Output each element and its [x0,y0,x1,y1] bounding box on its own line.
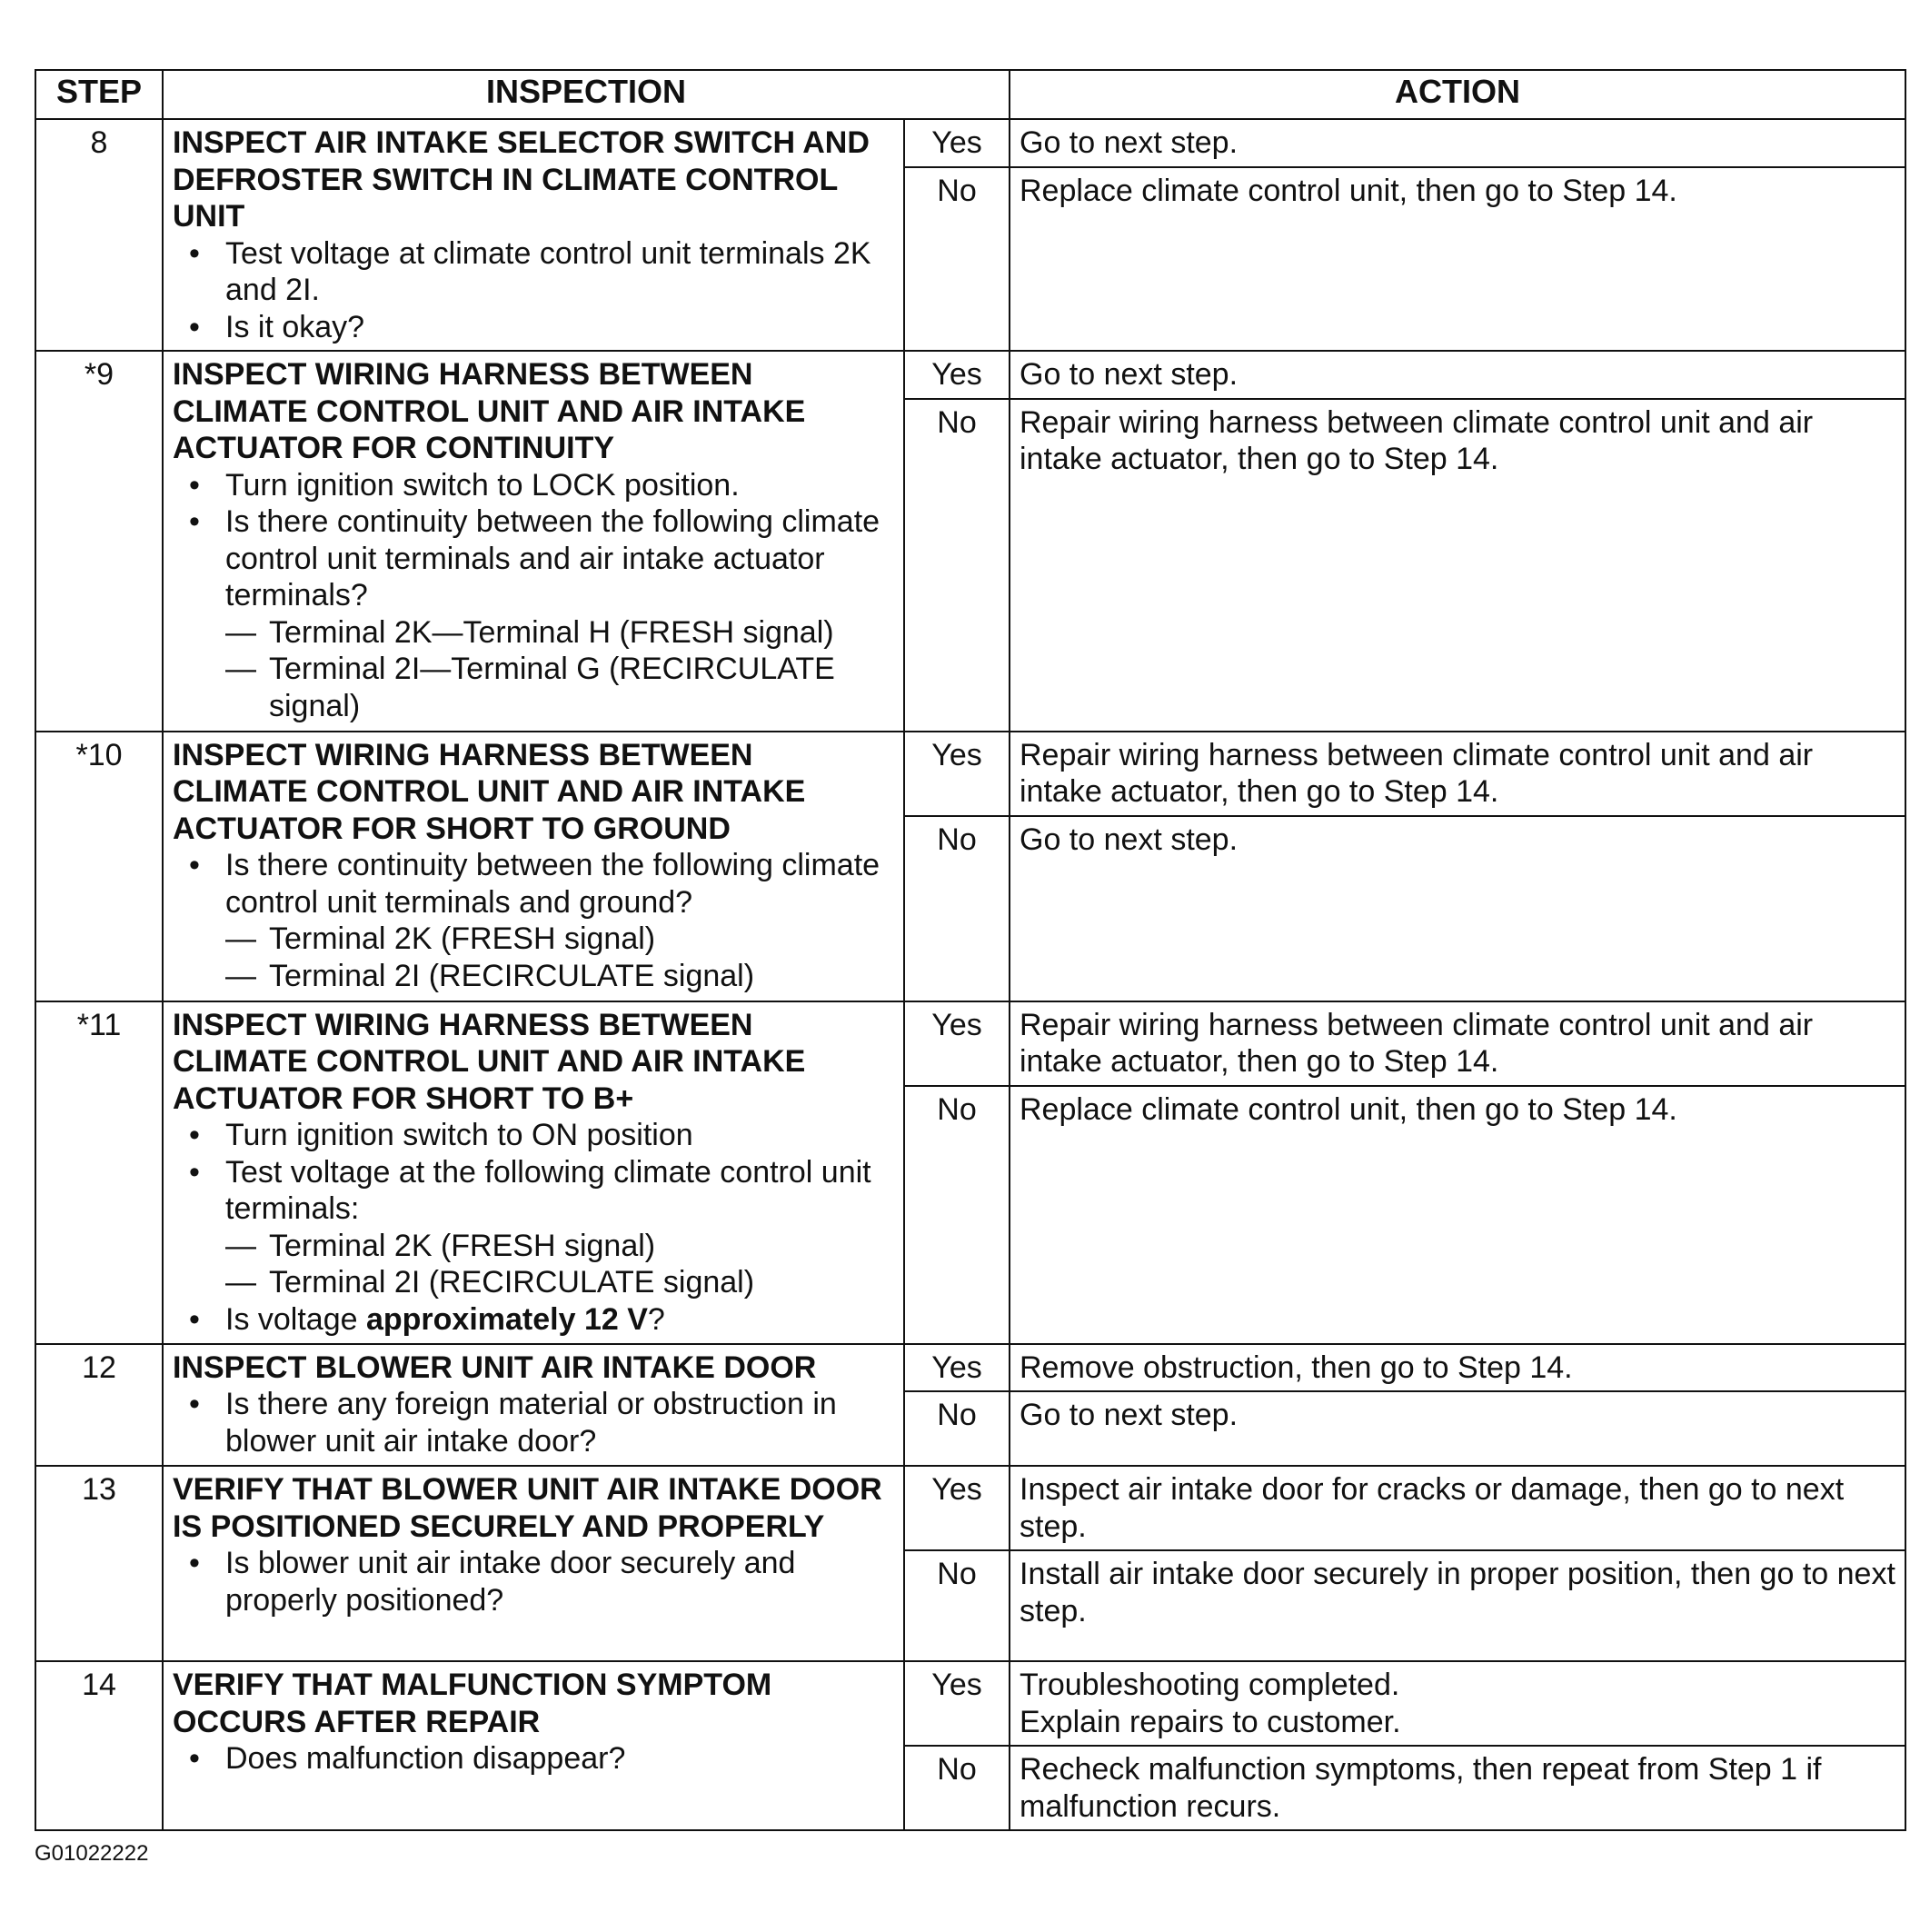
inspection-bullets [173,847,894,994]
troubleshooting-table [35,69,1906,1831]
no-label: No [904,1086,1010,1344]
sub-items [225,614,894,725]
inspection-title: VERIFY THAT BLOWER UNIT AIR INTAKE DOOR IS POSITIONED SECURELY AND PROPERLY [173,1472,882,1544]
inspection-cell [163,1661,904,1830]
table-row [35,119,1905,167]
yes-action: Repair wiring harness between climate control unit and air intake actuator, then go to Step 14. [1010,1001,1905,1086]
step-number: *11 [35,1001,163,1344]
inspection-bullets [173,1545,894,1618]
yes-action: Go to next step. [1010,351,1905,399]
inspection-title: INSPECT BLOWER UNIT AIR INTAKE DOOR [173,1349,817,1385]
sub-item: — Terminal 2I—Terminal G (RECIRCULATE signal) [225,651,894,724]
header-step: STEP [35,70,163,119]
inspection-cell [163,1344,904,1467]
bullet-item: • Turn ignition switch to LOCK position. [173,467,894,504]
yes-action [1010,1661,1905,1746]
inspection-cell [163,1466,904,1661]
yes-action: Inspect air intake door for cracks or damage, then go to next step. [1010,1466,1905,1550]
bullet-text-emphasis: approximately 12 V [365,1301,648,1337]
step-number: 14 [35,1661,163,1830]
sub-item: — Terminal 2K (FRESH signal) [225,1228,894,1265]
yes-label: Yes [904,351,1010,399]
sub-items [225,1228,894,1301]
table-row [35,1001,1905,1086]
inspection-cell [163,1001,904,1344]
yes-action: Go to next step. [1010,119,1905,167]
sub-item: — Terminal 2K (FRESH signal) [225,921,894,958]
no-action: Replace climate control unit, then go to Step 14. [1010,167,1905,351]
table-row [35,1466,1905,1550]
inspection-title: INSPECT AIR INTAKE SELECTOR SWITCH AND DEFROSTER SWITCH IN CLIMATE CONTROL UNIT [173,125,870,234]
no-label: No [904,816,1010,1001]
bullet-text: Is there continuity between the following climate control unit terminals and ground? [225,848,880,920]
yes-action: Repair wiring harness between climate control unit and air intake actuator, then go to Step 14. [1010,732,1905,816]
yes-label: Yes [904,1344,1010,1392]
bullet-text: Is there continuity between the following climate control unit terminals and air intake actuator terminals? [225,504,880,612]
inspection-bullets [173,467,894,725]
step-number: 12 [35,1344,163,1467]
table-header-row [35,70,1905,119]
inspection-title: INSPECT WIRING HARNESS BETWEEN CLIMATE CONTROL UNIT AND AIR INTAKE ACTUATOR FOR SHORT TO GROUND [173,737,806,846]
bullet-text-post: ? [647,1301,665,1337]
table-row [35,351,1905,399]
inspection-cell [163,732,904,1001]
no-label: No [904,1391,1010,1466]
yes-action: Remove obstruction, then go to Step 14. [1010,1344,1905,1392]
bullet-item [173,847,894,994]
figure-id: G01022222 [35,1841,149,1866]
inspection-bullets [173,1740,894,1778]
table-row [35,732,1905,816]
step-number: 8 [35,119,163,351]
yes-label: Yes [904,119,1010,167]
bullet-item: • Is blower unit air intake door securely and properly positioned? [173,1545,894,1618]
step-number: 13 [35,1466,163,1661]
no-label: No [904,1746,1010,1830]
bullet-item: • Turn ignition switch to ON position [173,1117,894,1154]
header-action: ACTION [1010,70,1905,119]
no-action: Go to next step. [1010,816,1905,1001]
yes-label: Yes [904,1661,1010,1746]
no-action: Repair wiring harness between climate control unit and air intake actuator, then go to Step 14. [1010,399,1905,732]
sub-item: — Terminal 2I (RECIRCULATE signal) [225,1264,894,1301]
inspection-title: INSPECT WIRING HARNESS BETWEEN CLIMATE CONTROL UNIT AND AIR INTAKE ACTUATOR FOR CONTINUITY [173,357,806,465]
table-row [35,1344,1905,1392]
troubleshooting-document [35,69,1905,1831]
bullet-item [173,503,894,724]
bullet-text-pre: Is voltage [225,1301,366,1337]
yes-label: Yes [904,1001,1010,1086]
no-action: Go to next step. [1010,1391,1905,1466]
no-action: Install air intake door securely in proper position, then go to next step. [1010,1550,1905,1661]
step-number: *10 [35,732,163,1001]
inspection-title: INSPECT WIRING HARNESS BETWEEN CLIMATE CONTROL UNIT AND AIR INTAKE ACTUATOR FOR SHORT TO B+ [173,1007,806,1116]
bullet-item [173,1154,894,1301]
no-label: No [904,167,1010,351]
inspection-cell [163,119,904,351]
yes-action-line: Troubleshooting completed. [1020,1668,1400,1702]
bullet-text: Test voltage at the following climate control unit terminals: [225,1154,871,1226]
sub-item: — Terminal 2I (RECIRCULATE signal) [225,958,894,995]
bullet-item: • Does malfunction disappear? [173,1740,894,1778]
bullet-item: • Is it okay? [173,309,894,346]
bullet-item: • Test voltage at climate control unit terminals 2K and 2I. [173,235,894,309]
inspection-title: VERIFY THAT MALFUNCTION SYMPTOM OCCURS AFTER REPAIR [173,1668,772,1739]
inspection-bullets [173,1117,894,1338]
no-label: No [904,399,1010,732]
table-row [35,1661,1905,1746]
no-label: No [904,1550,1010,1661]
inspection-cell [163,351,904,732]
no-action: Recheck malfunction symptoms, then repeat from Step 1 if malfunction recurs. [1010,1746,1905,1830]
step-number: *9 [35,351,163,732]
yes-label: Yes [904,732,1010,816]
no-action: Replace climate control unit, then go to Step 14. [1010,1086,1905,1344]
sub-item: — Terminal 2K—Terminal H (FRESH signal) [225,614,894,652]
header-inspection: INSPECTION [163,70,1010,119]
bullet-item: • Is there any foreign material or obstruction in blower unit air intake door? [173,1386,894,1459]
yes-label: Yes [904,1466,1010,1550]
bullet-item [173,1301,894,1339]
yes-action-line: Explain repairs to customer. [1020,1704,1401,1739]
inspection-bullets [173,1386,894,1459]
sub-items [225,921,894,994]
inspection-bullets [173,235,894,346]
